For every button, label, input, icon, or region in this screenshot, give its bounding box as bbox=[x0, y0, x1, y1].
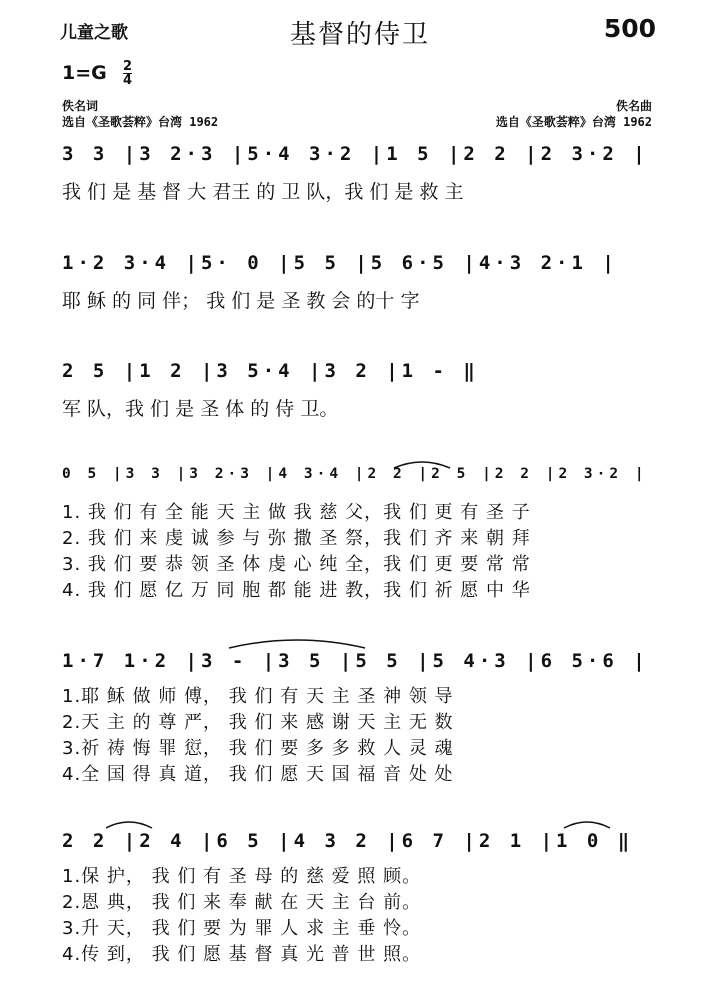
tie-arc bbox=[562, 818, 612, 830]
verse-line-4: 4.全 国 得 真 道， 我 们 愿 天 国 福 音 处 处 bbox=[62, 764, 454, 785]
verse-line-2: 2. 我 们 来 虔 诚 参 与 弥 撒 圣 祭，我 们 齐 来 朝 拜 bbox=[62, 528, 531, 549]
verse-line-2: 2.恩 典， 我 们 来 奉 献 在 天 主 台 前。 bbox=[62, 892, 422, 913]
lyric-source: 选自《圣歌荟粹》台湾 1962 bbox=[62, 115, 219, 129]
notation-line: 2 2 |2 4 |6 5 |4 3 2 |6 7 |2 1 |1 0 ‖ bbox=[62, 830, 634, 852]
notation-line: 0 5 |3 3 |3 2·3 |4 3·4 |2 2 |2 5 |2 2 |2 3·2 | bbox=[62, 466, 648, 482]
score-system-2 bbox=[62, 252, 660, 322]
song-title: 基督的侍卫 bbox=[289, 20, 430, 50]
lyric-line: 耶 稣 的 同 伴； 我 们 是 圣 教 会 的十 字 bbox=[62, 290, 420, 312]
key-signature: 1=G bbox=[62, 62, 107, 84]
verse-line-1: 1.保 护， 我 们 有 圣 母 的 慈 爱 照 顾。 bbox=[62, 866, 422, 887]
verse-line-3: 3.祈 祷 悔 罪 愆， 我 们 要 多 多 救 人 灵 魂 bbox=[62, 738, 454, 759]
verse-line-1: 1.耶 稣 做 师 傅， 我 们 有 天 主 圣 神 领 导 bbox=[62, 686, 454, 707]
tie-arc bbox=[227, 636, 367, 650]
score-system-4 bbox=[62, 466, 660, 606]
notation-line: 1·7 1·2 |3 - |3 5 |5 5 |5 4·3 |6 5·6 | bbox=[62, 650, 649, 672]
tie-arc bbox=[104, 818, 154, 830]
time-signature bbox=[123, 60, 132, 87]
verse-line-1: 1. 我 们 有 全 能 天 主 做 我 慈 父，我 们 更 有 圣 子 bbox=[62, 502, 531, 523]
verse-line-3: 3.升 天， 我 们 要 为 罪 人 求 主 垂 怜。 bbox=[62, 918, 422, 939]
composer: 佚名曲 bbox=[615, 99, 652, 113]
lyricist: 佚名词 bbox=[62, 99, 99, 113]
score-system-1 bbox=[62, 143, 660, 213]
notation-line: 3 3 |3 2·3 |5·4 3·2 |1 5 |2 2 |2 3·2 | bbox=[62, 143, 649, 165]
category-label: 儿童之歌 bbox=[60, 23, 128, 43]
score-system-3 bbox=[62, 360, 660, 430]
verse-line-3: 3. 我 们 要 恭 领 圣 体 虔 心 纯 全，我 们 更 要 常 常 bbox=[62, 554, 531, 575]
hymn-number: 500 bbox=[603, 14, 656, 43]
notation-line: 1·2 3·4 |5· 0 |5 5 |5 6·5 |4·3 2·1 | bbox=[62, 252, 618, 274]
lyric-line: 我 们 是 基 督 大 君王 的 卫 队，我 们 是 救 主 bbox=[62, 181, 464, 203]
music-source: 选自《圣歌荟粹》台湾 1962 bbox=[495, 115, 652, 129]
verse-line-4: 4.传 到， 我 们 愿 基 督 真 光 普 世 照。 bbox=[62, 944, 422, 965]
time-signature-top: 2 bbox=[123, 59, 133, 74]
lyric-line: 军 队，我 们 是 圣 体 的 侍 卫。 bbox=[62, 398, 339, 420]
verse-line-4: 4. 我 们 愿 亿 万 同 胞 都 能 进 教，我 们 祈 愿 中 华 bbox=[62, 580, 531, 601]
notation-line: 2 5 |1 2 |3 5·4 |3 2 |1 - ‖ bbox=[62, 360, 479, 382]
time-signature-bottom: 4 bbox=[123, 73, 133, 88]
verse-line-2: 2.天 主 的 尊 严， 我 们 来 感 谢 天 主 无 数 bbox=[62, 712, 454, 733]
score-system-6 bbox=[62, 830, 660, 970]
score-system-5 bbox=[62, 650, 660, 790]
